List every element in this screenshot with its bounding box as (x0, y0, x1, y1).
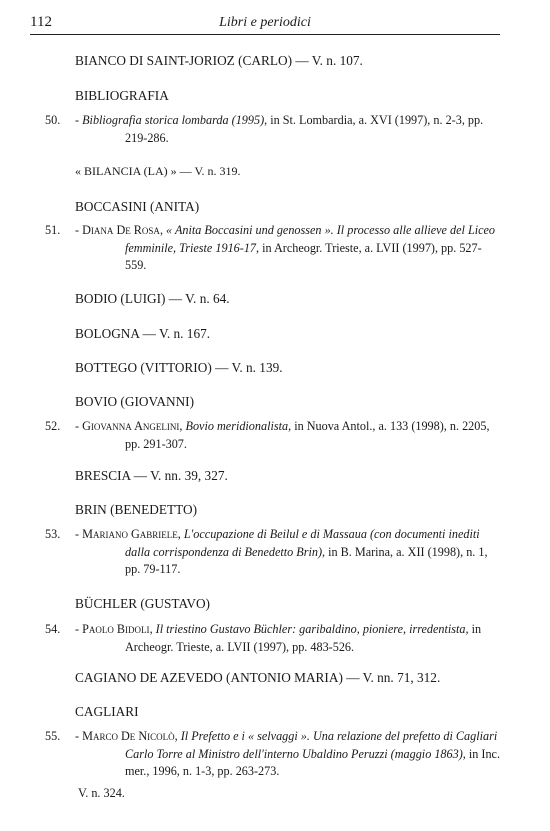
entry-citation: , in St. Lombardia, a. XVI (1997), n. 2-3, pp. 219-286. (125, 113, 484, 145)
entry-author: Diana De Rosa (82, 223, 160, 237)
bibliography-entry-50: 50. - Bibliografia storica lombarda (1995), in St. Lombardia, a. XVI (1997), n. 2-3, pp. 219-286. (45, 113, 484, 145)
bibliography-entry-53: 53. - Mariano Gabriele, L'occupazione di Beilul e di Massaua (con documenti inediti dalla corrispondenza di Benedetto Brin), in B. Marina, a. XII (1998), n. 1, pp. 79-117. (45, 527, 488, 576)
entry-title: « Anita Boccasini und genossen ». Il processo alle allieve del Liceo femminile, Trieste 1916-17 (125, 223, 496, 255)
entry-title: Bibliografia storica lombarda (1995) (82, 113, 265, 127)
entry-citation: , in Archeogr. Trieste, a. LVII (1997), pp. 527-559. (125, 240, 482, 272)
entry-number: 51. (45, 223, 61, 237)
cross-reference-bilancia: « BILANCIA (LA) » — V. n. 319. (75, 164, 241, 178)
entry-number: 53. (45, 527, 61, 541)
subject-heading-buchler: BÜCHLER (GUSTAVO) (75, 596, 210, 611)
running-title: Libri e periodici (219, 15, 311, 30)
entry-citation: , in Archeogr. Trieste, a. LVII (1997), pp. 483-526. (125, 622, 482, 654)
header-rule (30, 34, 500, 35)
entry-title: Il triestino Gustavo Büchler: garibaldino, pioniere, irredentista (155, 622, 466, 636)
entry-author: Giovanna Angelini (82, 419, 180, 433)
entry-number: 54. (45, 622, 61, 636)
entry-citation: , in Inc. mer., 1996, n. 1-3, pp. 263-273. (125, 746, 501, 778)
entry-citation: , in Nuova Antol., a. 133 (1998), n. 2205, pp. 291-307. (125, 419, 490, 451)
see-also-note: V. n. 324. (78, 786, 125, 800)
cross-reference-bottego: BOTTEGO (VITTORIO) — V. n. 139. (75, 360, 283, 375)
entry-author: Paolo Bidoli (82, 622, 150, 636)
bibliography-entry-51: 51. - Diana De Rosa, « Anita Boccasini und genossen ». Il processo alle allieve del Liceo femminile, Trieste 1916-17, in Archeogr. Trieste, a. LVII (1997), pp. 527-559. (45, 223, 496, 272)
page-header (30, 14, 500, 36)
entry-author: Marco De Nicolò (82, 729, 175, 743)
cross-reference-bologna: BOLOGNA — V. n. 167. (75, 326, 211, 341)
cross-reference-bianco: BIANCO DI SAINT-JORIOZ (CARLO) — V. n. 107. (75, 53, 363, 68)
page-number: 112 (30, 14, 52, 30)
entry-title: Bovio meridionalista (185, 419, 289, 433)
entry-author: Mariano Gabriele (82, 527, 178, 541)
entry-title: Il Prefetto e i « selvaggi ». Una relazione del prefetto di Cagliari Carlo Torre al Ministro dell'interno Ubaldino Peruzzi (maggio 1863) (125, 729, 498, 761)
cross-reference-brescia: BRESCIA — V. nn. 39, 327. (75, 468, 228, 483)
entry-number: 52. (45, 419, 61, 433)
bibliography-entry-52: 52. - Giovanna Angelini, Bovio meridionalista, in Nuova Antol., a. 133 (1998), n. 2205, pp. 291-307. (45, 419, 490, 451)
entry-citation: , in B. Marina, a. XII (1998), n. 1, pp. 79-117. (125, 544, 488, 576)
entry-title: L'occupazione di Beilul e di Massaua (con documenti inediti dalla corrispondenza di Benedetto Brin) (125, 527, 480, 559)
cross-reference-bodio: BODIO (LUIGI) — V. n. 64. (75, 291, 230, 306)
subject-heading-cagliari: CAGLIARI (75, 704, 139, 719)
entry-number: 50. (45, 113, 61, 127)
subject-heading-bovio: BOVIO (GIOVANNI) (75, 394, 195, 409)
subject-heading-brin: BRIN (BENEDETTO) (75, 502, 197, 517)
entry-number: 55. (45, 729, 61, 743)
subject-heading-boccasini: BOCCASINI (ANITA) (75, 199, 200, 214)
bibliography-entry-54: 54. - Paolo Bidoli, Il triestino Gustavo Büchler: garibaldino, pioniere, irredentista, in Archeogr. Trieste, a. LVII (1997), pp. 483-526. (45, 622, 482, 654)
bibliography-entry-55: 55. - Marco De Nicolò, Il Prefetto e i « selvaggi ». Una relazione del prefetto di Cagliari Carlo Torre al Ministro dell'interno Ubaldino Peruzzi (maggio 1863), in Inc. mer., 1996, n. 1-3, pp. 263-273. (45, 729, 501, 778)
subject-heading-bibliografia: BIBLIOGRAFIA (75, 88, 169, 103)
cross-reference-cagiano: CAGIANO DE AZEVEDO (ANTONIO MARIA) — V. nn. 71, 312. (75, 670, 441, 685)
